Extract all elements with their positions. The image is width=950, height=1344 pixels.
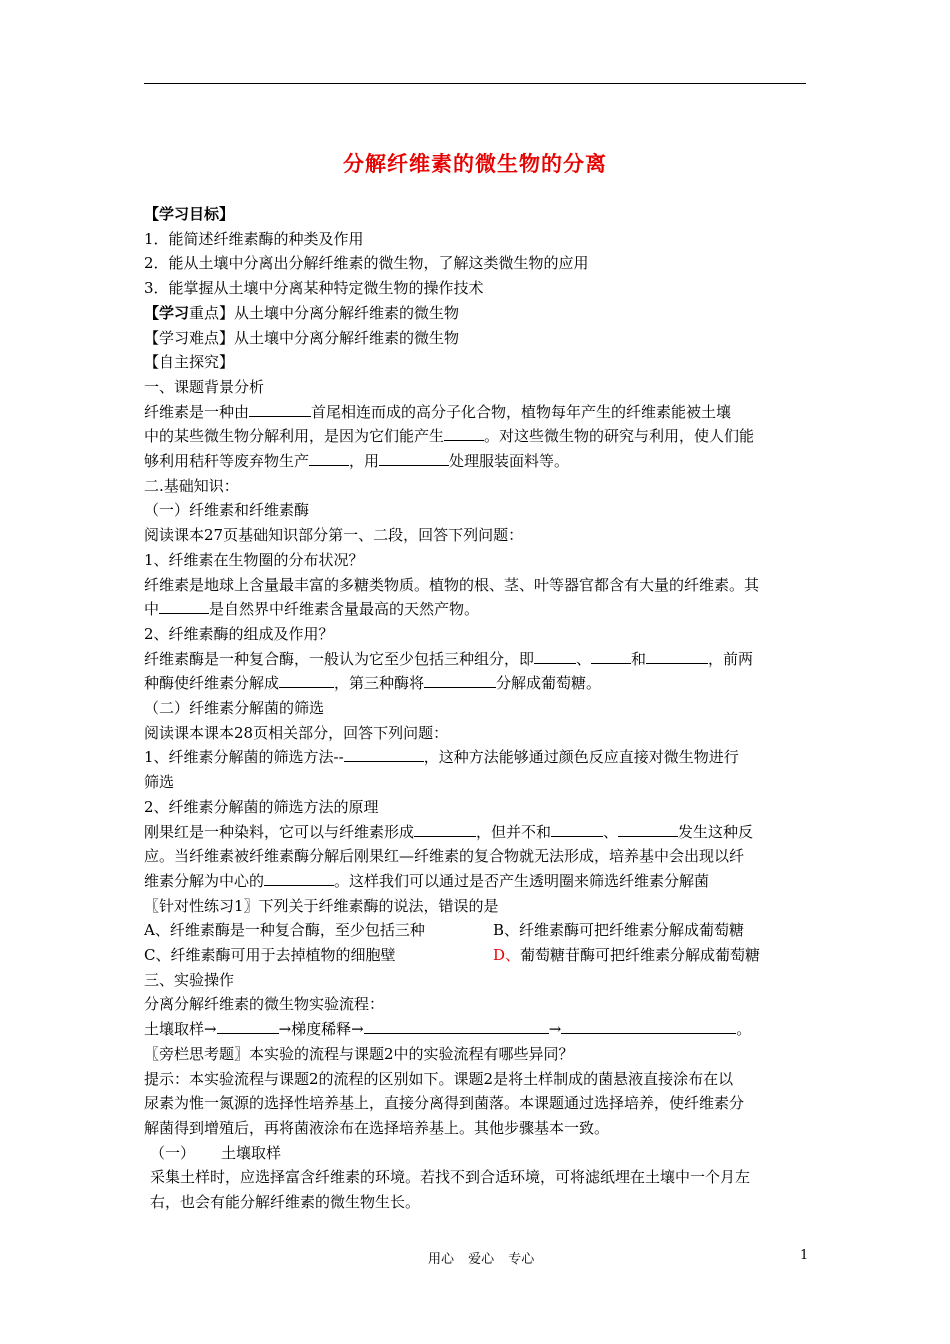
hint: 提示：本实验流程与课题2的流程的区别如下。课题2是将土样制成的菌悬液直接涂布在以 xyxy=(144,1069,734,1088)
option-b[interactable]: B、纤维素酶可把纤维素分解成葡萄糖 xyxy=(493,921,745,940)
section1-heading: 一、课题背景分析 xyxy=(144,377,265,396)
blank-field[interactable] xyxy=(618,821,678,837)
paragraph: 应。当纤维素被纤维素酶分解后刚果红—纤维素的复合物就无法形成，培养基中会出现以纤 xyxy=(144,847,745,866)
paragraph: 种酶使纤维素分解成 ，第三种酶将 分解成葡萄糖。 xyxy=(144,674,602,693)
option-c[interactable]: C、纤维素酶可用于去掉植物的细胞壁 xyxy=(144,946,396,965)
blank-field[interactable] xyxy=(217,1018,279,1034)
hint: 解菌得到增殖后，再将菌液涂布在选择培养基上。其他步骤基本一致。 xyxy=(144,1118,610,1137)
explore-heading: 【自主探究】 xyxy=(144,353,235,372)
subsection-heading: （二）纤维素分解菌的筛选 xyxy=(144,699,325,718)
subsection-heading: （一）纤维素和纤维素酶 xyxy=(144,501,310,520)
blank-field[interactable] xyxy=(159,598,209,614)
difficulty: 【学习难点】从土壤中分离分解纤维素的微生物 xyxy=(144,328,460,347)
flow-title: 分离分解纤维素的微生物实验流程： xyxy=(144,995,385,1014)
blank-field[interactable] xyxy=(534,648,576,664)
paragraph: 维素分解为中心的 。这样我们可以通过是否产生透明圈来筛选纤维素分解菌 xyxy=(144,871,710,890)
options-row xyxy=(144,918,808,943)
blank-field[interactable] xyxy=(279,672,334,688)
option-a[interactable]: A、纤维素酶是一种复合酶，至少包括三种 xyxy=(144,921,425,940)
question: 2、纤维素分解菌的筛选方法的原理 xyxy=(144,797,379,816)
paragraph: 采集土样时，应选择富含纤维素的环境。若找不到合适环境，可将滤纸埋在土壤中一个月左 xyxy=(150,1168,751,1187)
document-body xyxy=(144,202,808,1215)
practice-question: 〖针对性练习1〗下列关于纤维素酶的说法，错误的是 xyxy=(144,896,499,915)
question: 1、纤维素在生物圈的分布状况？ xyxy=(144,550,364,569)
question-cont: 筛选 xyxy=(144,773,175,792)
blank-field[interactable] xyxy=(414,821,476,837)
blank-field[interactable] xyxy=(424,672,496,688)
instruction: 阅读课本27页基础知识部分第一、二段，回答下列问题： xyxy=(144,526,524,545)
page-number: 1 xyxy=(800,1248,809,1263)
paragraph: 右，也会有能分解纤维素的微生物生长。 xyxy=(150,1193,421,1212)
think-question: 〖旁栏思考题〗本实验的流程与课题2中的实验流程有哪些异同？ xyxy=(144,1044,574,1063)
footer-motto: 用心 爱心 专心 xyxy=(428,1252,535,1267)
subsection-heading: （一） 土壤取样 xyxy=(150,1143,282,1162)
goal-1: 1．能简述纤维素酶的种类及作用 xyxy=(144,229,364,248)
blank-field[interactable] xyxy=(364,1018,549,1034)
option-d[interactable]: D、葡萄糖苷酶可把纤维素分解成葡萄糖 xyxy=(493,946,761,965)
blank-field[interactable] xyxy=(444,425,484,441)
blank-field[interactable] xyxy=(551,821,603,837)
blank-field[interactable] xyxy=(344,746,424,762)
goals-heading: 【学习目标】 xyxy=(144,205,235,223)
header-rule xyxy=(144,83,806,84)
page-title: 分解纤维素的微生物的分离 xyxy=(343,151,607,176)
paragraph: 纤维素是一种由 首尾相连而成的高分子化合物，植物每年产生的纤维素能被土壤 xyxy=(144,402,732,421)
paragraph: 中的某些微生物分解利用，是因为它们能产生 。对这些微生物的研究与利用，使人们能 xyxy=(144,427,755,446)
paragraph: 纤维素是地球上含量最丰富的多糖类物质。植物的根、茎、叶等器官都含有大量的纤维素。其 xyxy=(144,575,760,594)
blank-field[interactable] xyxy=(561,1018,736,1034)
question: 1、纤维素分解菌的筛选方法-- ，这种方法能够通过颜色反应直接对微生物进行 xyxy=(144,748,739,767)
blank-field[interactable] xyxy=(249,401,311,417)
blank-field[interactable] xyxy=(309,450,349,466)
goal-3: 3．能掌握从土壤中分离某种特定微生物的操作技术 xyxy=(144,279,484,298)
flow-chain: 土壤取样→ →梯度稀释→ → 。 xyxy=(144,1020,752,1039)
section2-heading: 二.基础知识： xyxy=(144,476,239,495)
blank-field[interactable] xyxy=(379,450,449,466)
blank-field[interactable] xyxy=(646,648,708,664)
hint: 尿素为惟一氮源的选择性培养基上，直接分离得到菌落。本课题通过选择培养，使纤维素分 xyxy=(144,1094,745,1113)
paragraph: 中 是自然界中纤维素含量最高的天然产物。 xyxy=(144,600,480,619)
blank-field[interactable] xyxy=(591,648,631,664)
question: 2、纤维素酶的组成及作用？ xyxy=(144,624,334,643)
options-row xyxy=(144,943,808,968)
blank-field[interactable] xyxy=(264,870,334,886)
goal-2: 2．能从土壤中分离出分解纤维素的微生物，了解这类微生物的应用 xyxy=(144,254,589,273)
key-point: 【学习重点】从土壤中分离分解纤维素的微生物 xyxy=(144,303,460,322)
instruction: 阅读课本课本28页相关部分，回答下列问题： xyxy=(144,723,449,742)
paragraph: 刚果红是一种染料，它可以与纤维素形成 ，但并不和 、 发生这种反 xyxy=(144,822,754,841)
section3-heading: 三、实验操作 xyxy=(144,970,235,989)
paragraph: 纤维素酶是一种复合酶，一般认为它至少包括三种组分，即 、 和 ，前两 xyxy=(144,649,754,668)
paragraph: 够利用秸秆等废弃物生产 ，用 处理服装面料等。 xyxy=(144,452,570,471)
